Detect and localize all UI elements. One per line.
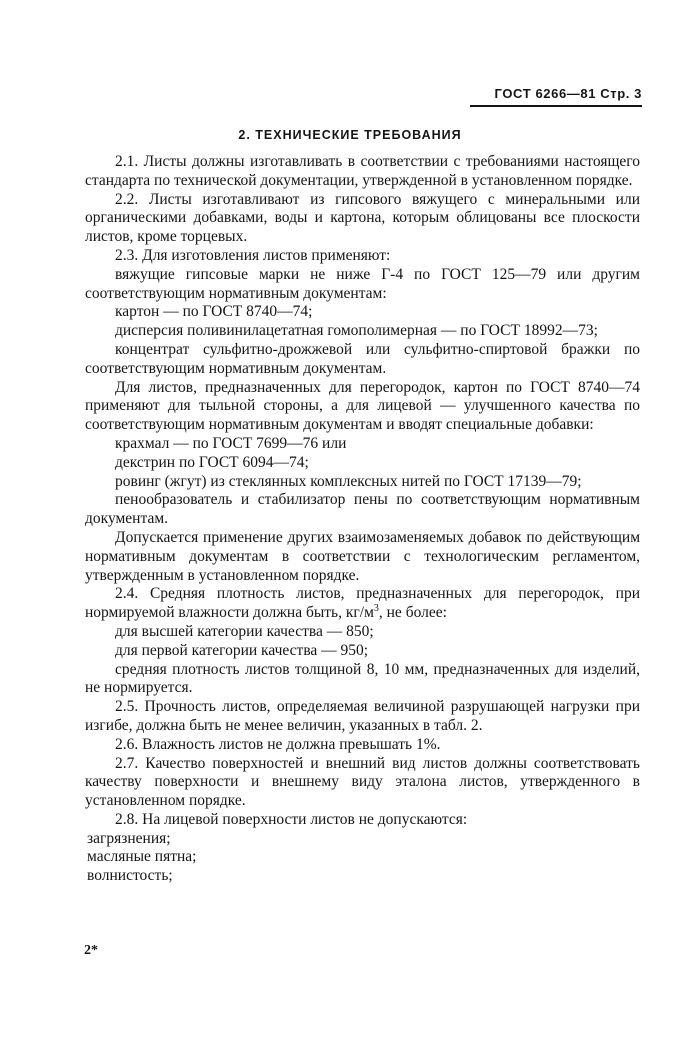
cubic-superscript: 3	[373, 602, 379, 614]
list-binder: вяжущие гипсовые марки не ниже Г-4 по ГОСТ 125—79 или другим соответствующим нормативным документам:	[85, 265, 640, 302]
list-roving: ровинг (жгут) из стеклянных комплексных нитей по ГОСТ 17139—79;	[115, 472, 582, 490]
paragraph-2-3: 2.3. Для изготовления листов применяют:	[115, 246, 391, 264]
paragraph-2-8: 2.8. На лицевой поверхности листов не допускаются:	[115, 810, 468, 828]
paragraph-2-2: 2.2. Листы изготавливают из гипсового вяжущего с минеральными или органическими добавками, воды и картона, которым облицованы все плоскости листов, кроме торцевых.	[85, 190, 640, 246]
paragraph-thickness: средняя плотность листов толщиной 8, 10 мм, предназначенных для изделий, не нормируется.	[85, 660, 640, 697]
section-title: 2. ТЕХНИЧЕСКИЕ ТРЕБОВАНИЯ	[238, 128, 462, 142]
paragraph-2-4-tail: , не более:	[378, 604, 447, 622]
list-foamer: пенообразователь и стабилизатор пены по соответствующим нормативным документам.	[85, 491, 640, 528]
document-body	[85, 153, 640, 886]
list-dextrin: декстрин по ГОСТ 6094—74;	[115, 453, 309, 471]
paragraph-2-1: 2.1. Листы должны изготавливать в соответствии с требованиями настоящего стандарта по технической документации, утвержденной в установленном порядке.	[85, 153, 640, 189]
list-cardboard: картон — по ГОСТ 8740—74;	[115, 303, 313, 321]
paragraph-2-4	[85, 585, 640, 623]
paragraph-2-7: 2.7. Качество поверхностей и внешний вид листов должны соответствовать качеству поверхности и внешнему виду эталона листов, утвержденного в установленном порядке.	[85, 754, 640, 810]
list-waviness: волнистость;	[87, 867, 173, 885]
list-starch: крахмал — по ГОСТ 7699—76 или	[115, 434, 347, 452]
sheet-signature: 2*	[84, 943, 98, 958]
paragraph-substitutes: Допускается применение других взаимозаменяемых добавок по действующим нормативным документам в соответствии с технологическим регламентом, утвержденным в установленном порядке.	[85, 528, 640, 584]
list-highest-category: для высшей категории качества — 850;	[115, 622, 374, 640]
paragraph-partitions: Для листов, предназначенных для перегородок, картон по ГОСТ 8740—74 применяют для тыльной стороны, а для лицевой — улучшенного качества по соответствующим нормативным документам и вводят специальные добавки:	[85, 378, 640, 434]
list-oil-stains: масляные пятна;	[87, 848, 197, 866]
page-header: ГОСТ 6266—81 Стр. 3	[470, 86, 642, 107]
paragraph-2-6: 2.6. Влажность листов не должна превышать 1%.	[115, 735, 441, 753]
list-concentrate: концентрат сульфитно-дрожжевой или сульфитно-спиртовой бражки по соответствующим нормативным документам.	[85, 340, 640, 377]
list-dirt: загрязнения;	[87, 829, 171, 847]
paragraph-2-5: 2.5. Прочность листов, определяемая величиной разрушающей нагрузки при изгибе, должна быть не менее величин, указанных в табл. 2.	[85, 698, 640, 734]
list-dispersion: дисперсия поливинилацетатная гомополимерная — по ГОСТ 18992—73;	[115, 322, 598, 340]
list-first-category: для первой категории качества — 950;	[115, 641, 369, 659]
paragraph-2-4-text: 2.4. Средняя плотность листов, предназначенных для перегородок, при нормируемой влажности должна быть, кг/м	[85, 585, 640, 622]
